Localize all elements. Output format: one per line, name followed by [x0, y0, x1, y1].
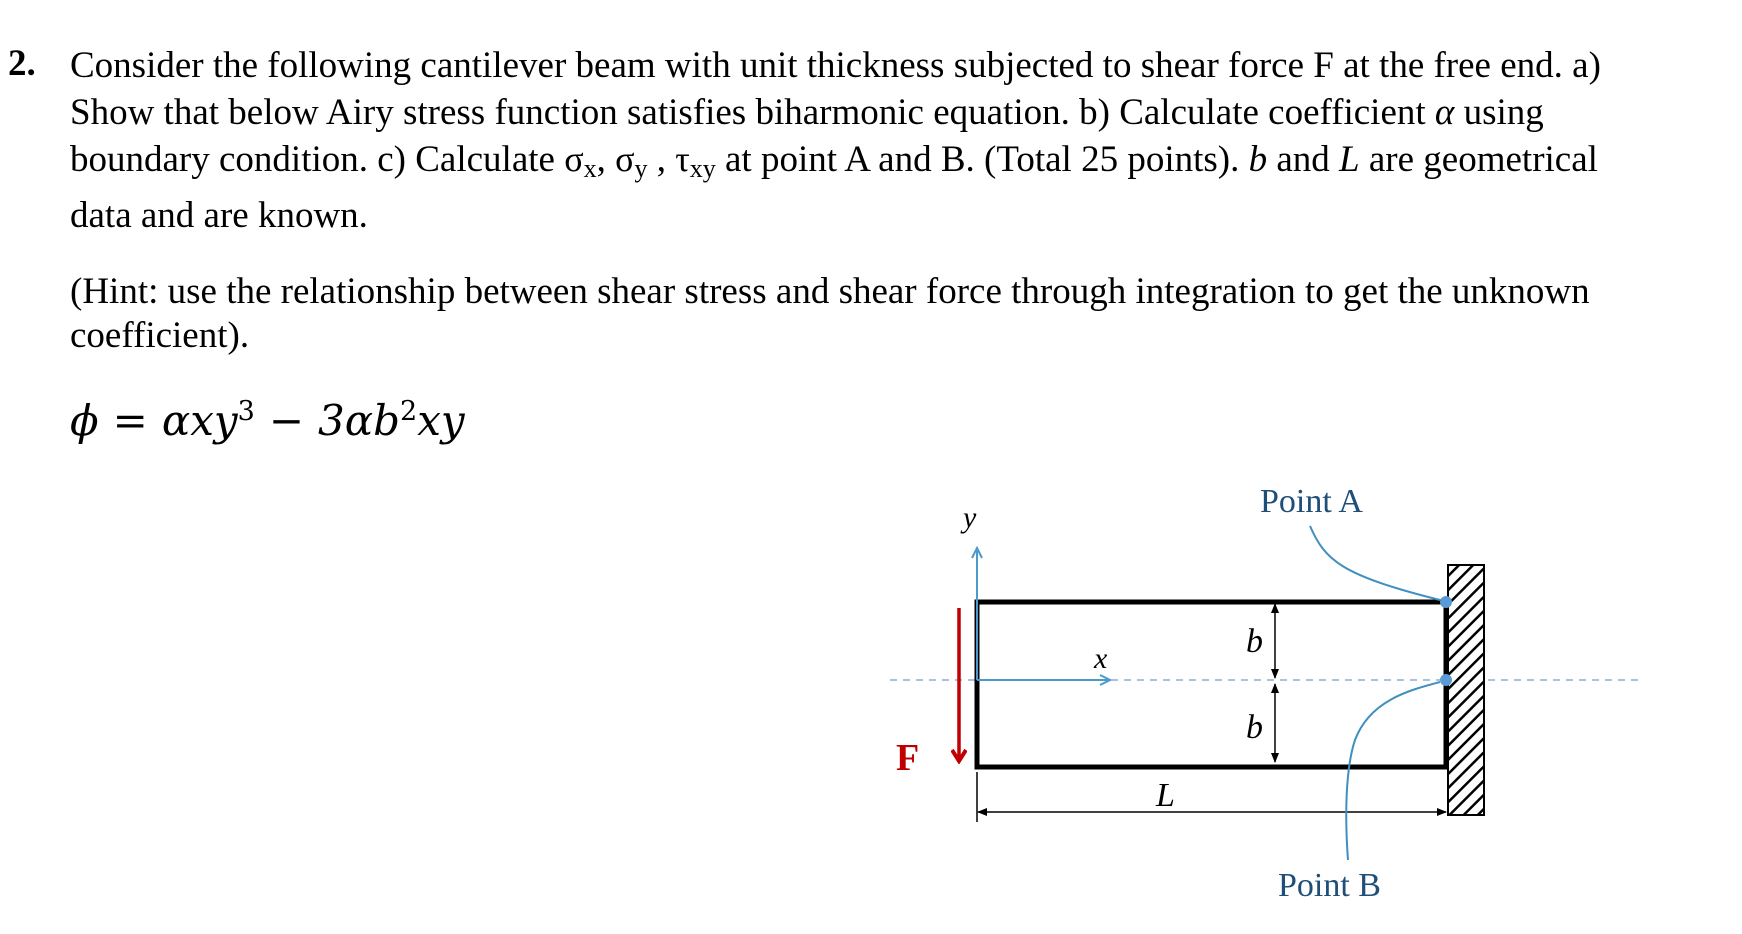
term-1: αxy: [161, 396, 238, 445]
sigma-y-symbol: σ: [615, 139, 635, 179]
point-b-marker: [1440, 674, 1452, 686]
problem-paragraph: Consider the following cantilever beam with unit thickness subjected to shear force F at the free end. a) Show that below Airy stress function satisfies biharmonic equation. b) Calculate coefficient α using boundary condition. c) Calculate $\sigma_x$, $\sigma_y$ , $\tau_{xy}$ at point A and B. (Total 25 points). b and L are geometrical data and are known.: [70, 45, 1601, 236]
tau-xy-subscript: xy: [689, 154, 716, 183]
term-2a: 3αb: [318, 396, 400, 445]
text-part-1: Consider the following cantilever beam with unit thickness subjected to shear force F at the free end. a) Show that below Airy stress function satisfies biharmonic equation. b) Calculate coefficient: [70, 45, 1601, 133]
text-part-3: at point A and B. (Total 25 points).: [715, 139, 1249, 180]
force-label: F: [896, 737, 920, 779]
x-axis-label: x: [1094, 642, 1108, 675]
beam-body: [977, 602, 1446, 767]
b-top-label: b: [1246, 623, 1263, 660]
b-bottom-label: b: [1246, 709, 1263, 746]
text-part-2: using boundary condition. c) Calculate: [70, 92, 1544, 180]
minus-sign: −: [268, 396, 305, 445]
hint-text: (Hint: use the relationship between shear stress and shear force through integration to get the unknown coefficient).: [70, 271, 1590, 356]
alpha-symbol: α: [1434, 92, 1455, 133]
text-part-4: are geometrical data and are known.: [70, 139, 1598, 236]
fixed-wall: [1448, 565, 1484, 815]
term-1-exponent: 3: [237, 396, 255, 427]
sigma-y-subscript: y: [634, 154, 648, 183]
length-label: L: [1156, 777, 1175, 814]
tau-xy-symbol: τ: [675, 139, 690, 179]
L-symbol: L: [1339, 139, 1360, 180]
b-symbol: b: [1248, 139, 1268, 180]
point-b-leader: [1346, 682, 1440, 860]
point-a-leader: [1310, 526, 1440, 600]
term-2-exponent: 2: [400, 396, 418, 427]
problem-number: 2.: [8, 43, 36, 84]
point-a-label: Point A: [1260, 483, 1363, 520]
sigma-x-symbol: σ: [564, 139, 584, 179]
term-2b: xy: [417, 396, 465, 445]
phi-symbol: ϕ: [70, 396, 99, 445]
and-word: and: [1267, 139, 1340, 180]
y-axis-label: y: [963, 501, 977, 534]
sigma-x-subscript: x: [583, 154, 597, 183]
point-a-marker: [1440, 596, 1452, 608]
equals-sign: =: [112, 396, 148, 445]
point-b-label: Point B: [1278, 867, 1381, 904]
